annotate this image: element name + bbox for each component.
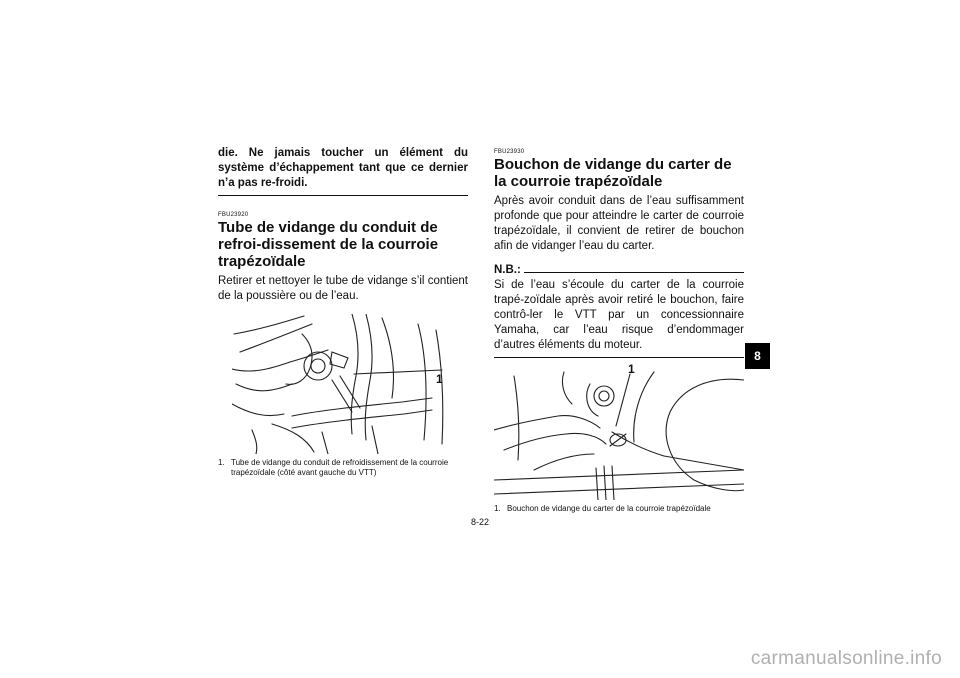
caption-number: 1. <box>494 504 501 513</box>
drain-tube-figure <box>218 314 468 454</box>
figure-caption <box>494 504 744 514</box>
caption-text: Bouchon de vidange du carter de la courroie trapézoïdale <box>507 504 711 513</box>
warning-text-end: die. Ne jamais toucher un élément du système d’échappement tant que ce dernier n’a pas re-froidi. <box>218 147 468 189</box>
section-heading: Bouchon de vidange du carter de la courroie trapézoïdale <box>494 156 732 190</box>
section-heading: Tube de vidange du conduit de refroi-dissement de la courroie trapézoïdale <box>218 219 439 270</box>
nb-label: N.B.: <box>494 264 521 276</box>
figure-caption <box>218 458 468 478</box>
caption-number: 1. <box>218 458 225 467</box>
caption-text: Tube de vidange du conduit de refroidissement de la courroie trapézoïdale (côté avant gauche du VTT) <box>231 458 449 477</box>
figure-callout-1: 1 <box>628 362 635 376</box>
section-body: Retirer et nettoyer le tube de vidange s’il contient de la poussière ou de l’eau. <box>218 275 468 302</box>
section-code: FBU23930 <box>494 149 525 155</box>
section-code: FBU23920 <box>218 212 249 218</box>
left-column <box>218 146 468 478</box>
drain-tube-illustration <box>232 314 462 454</box>
page-number: 8-22 <box>470 517 489 527</box>
section-body: Après avoir conduit dans de l’eau suffisamment profonde que pour atteindre le carter de courroie trapézoïdale, il convient de retirer de bouchon afin de vidanger l’eau du carter. <box>494 195 744 252</box>
nb-header <box>494 264 744 276</box>
right-column <box>494 146 744 514</box>
chapter-tab: 8 <box>745 343 770 369</box>
drain-plug-illustration <box>494 370 744 500</box>
drain-plug-figure <box>494 362 744 500</box>
nb-end-rule <box>494 357 744 358</box>
nb-rule <box>524 272 744 273</box>
figure-callout-1: 1 <box>436 372 443 386</box>
nb-text: Si de l’eau s’écoule du carter de la courroie trapé-zoïdale après avoir retiré le bouchon, faire contrô-ler le VTT par un concessionnaire Yamaha, car l’eau risque d’endommager d’autres éléments du moteur. <box>494 279 744 351</box>
warning-end-rule <box>218 195 468 196</box>
watermark: carmanualsonline.info <box>750 648 942 669</box>
